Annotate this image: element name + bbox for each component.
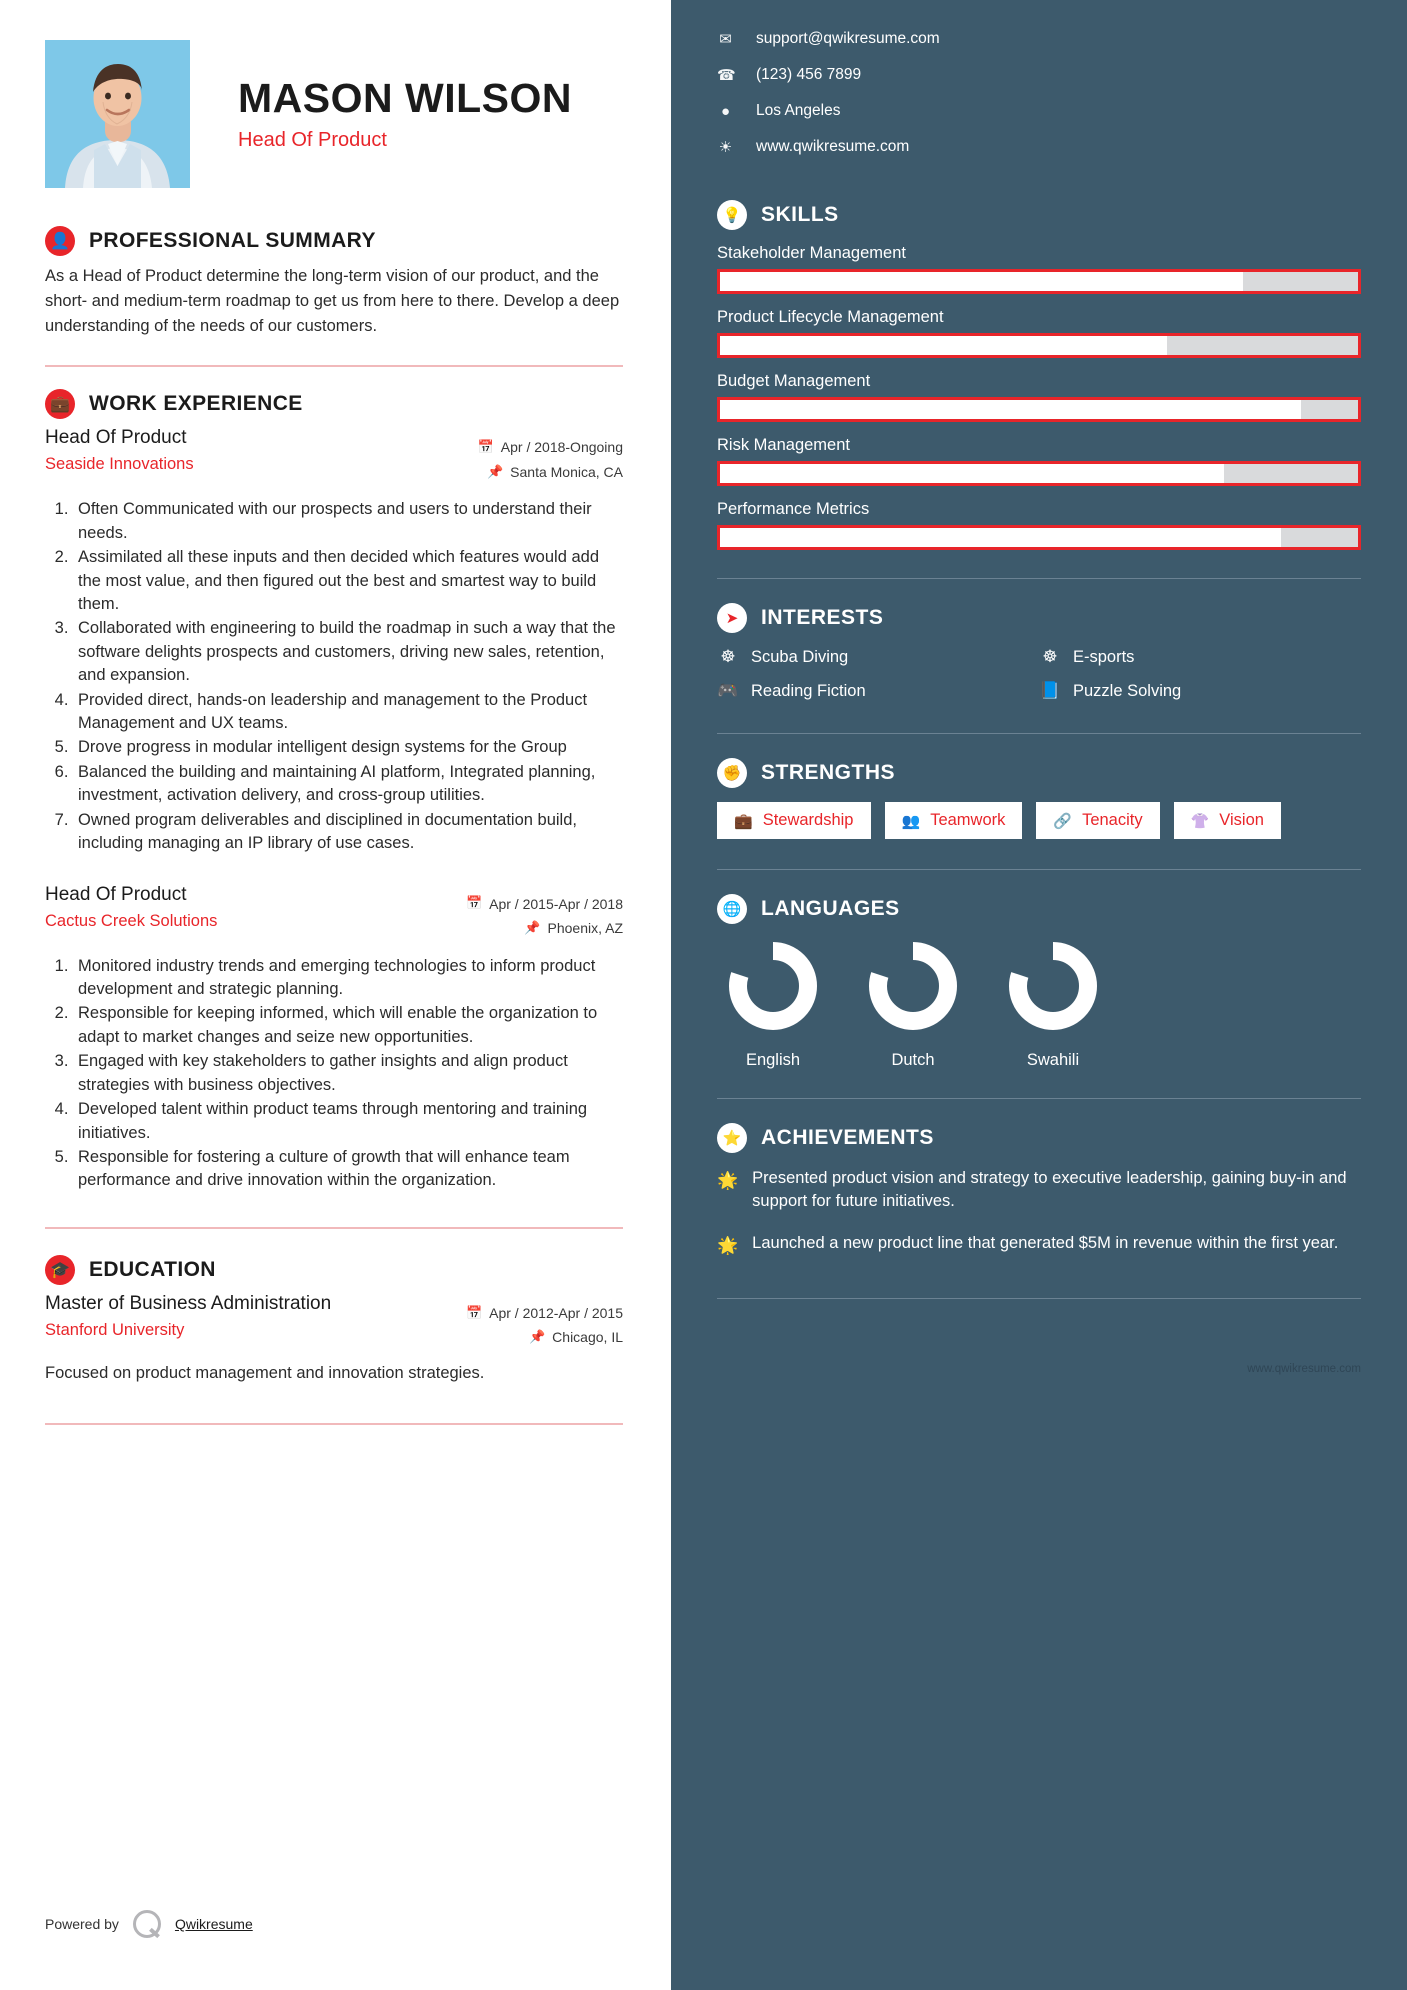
lifebuoy-icon: ☸ <box>1042 647 1058 666</box>
star-badge-icon: ⭐ <box>717 1123 747 1153</box>
book-icon: 📘 <box>1039 681 1061 700</box>
skill-bar <box>717 397 1361 422</box>
shooting-star-icon: 🌟 <box>717 1171 739 1190</box>
qwikresume-link[interactable]: Qwikresume <box>174 1916 253 1932</box>
skill-fill <box>720 528 1281 547</box>
footer <box>45 1910 253 1938</box>
interest-label: Puzzle Solving <box>1073 681 1182 700</box>
section-header-interests <box>717 603 1361 633</box>
section-title: SKILLS <box>761 203 839 226</box>
skill-bar <box>717 269 1361 294</box>
powered-by-label: Powered by <box>45 1916 119 1932</box>
job-title: Head Of Product <box>45 427 187 449</box>
resume-header <box>45 40 623 188</box>
contact-email[interactable] <box>717 30 1361 48</box>
graduation-icon: 🎓 <box>45 1255 75 1285</box>
qwikresume-logo-icon <box>133 1910 161 1938</box>
avatar <box>45 40 190 188</box>
contact-location-value: Los Angeles <box>756 102 841 119</box>
divider <box>717 1098 1361 1099</box>
skill-bar <box>717 333 1361 358</box>
interest-item <box>717 681 1039 701</box>
skill-item <box>717 500 1361 550</box>
achievement-item <box>717 1167 1361 1214</box>
strength-label: Vision <box>1219 811 1264 829</box>
divider <box>717 869 1361 870</box>
interest-item <box>1039 647 1361 667</box>
list-item: 3. Collaborated with engineering to build the roadmap in such a way that the software delights prospects and customers, driving new sales, retention, and expansion. <box>73 617 623 687</box>
education-location: Chicago, IL <box>552 1329 623 1346</box>
job-bullets <box>73 955 623 1193</box>
strength-chip <box>1174 802 1281 839</box>
achievement-text: Launched a new product line that generated $5M in revenue within the first year. <box>752 1233 1339 1252</box>
strength-chip <box>885 802 1023 839</box>
pin-icon: 📌 <box>486 463 504 479</box>
lightbulb-icon: 💡 <box>717 200 747 230</box>
education-dates: Apr / 2012-Apr / 2015 <box>489 1304 623 1321</box>
contact-phone-value: (123) 456 7899 <box>756 66 862 83</box>
language-item <box>865 938 961 1070</box>
briefcase-icon: 💼 <box>734 812 753 830</box>
divider <box>45 1423 623 1425</box>
section-header-languages <box>717 894 1361 924</box>
list-item: 1. Monitored industry trends and emerging technologies to inform product development and strategic planning. <box>73 955 623 1002</box>
binoculars-icon: 👚 <box>1190 812 1210 830</box>
skill-label: Budget Management <box>717 372 871 390</box>
education-entry <box>45 1293 623 1383</box>
fist-icon: ✊ <box>717 758 747 788</box>
briefcase-icon: 💼 <box>45 389 75 419</box>
job-meta <box>478 427 623 484</box>
strength-chip <box>1036 802 1159 839</box>
language-item <box>1005 938 1101 1070</box>
calendar-icon: 📅 <box>477 439 494 455</box>
language-item <box>725 938 821 1070</box>
achievement-item <box>717 1232 1361 1258</box>
job-dates: Apr / 2018-Ongoing <box>500 439 623 456</box>
list-item: 4. Provided direct, hands-on leadership and management to the Product Management and UX teams. <box>73 689 623 736</box>
translate-icon: 🌐 <box>717 894 747 924</box>
section-title: ACHIEVEMENTS <box>761 1126 934 1149</box>
summary-text: As a Head of Product determine the long-term vision of our product, and the short- and medium-term roadmap to get us from here to there. Develop a deep understanding of the needs of our customers. <box>45 267 620 336</box>
list-item: 6. Balanced the building and maintaining AI platform, Integrated planning, investment, activation delivery, and cross-group utilities. <box>73 761 623 808</box>
pin-icon: 📌 <box>528 1329 546 1345</box>
section-title: WORK EXPERIENCE <box>89 392 303 416</box>
languages-list <box>717 938 1361 1070</box>
job-meta <box>466 884 623 941</box>
page-title: MASON WILSON <box>238 74 572 121</box>
achievements-list <box>717 1167 1361 1258</box>
skill-bar <box>717 461 1361 486</box>
sidebar-footer-url: www.qwikresume.com <box>1247 1362 1361 1375</box>
interest-label: E-sports <box>1073 647 1135 666</box>
divider <box>45 1227 623 1229</box>
header-text <box>238 76 572 152</box>
skill-label: Product Lifecycle Management <box>717 308 944 326</box>
education-description: Focused on product management and innovation strategies. <box>45 1363 485 1382</box>
skills-list <box>717 244 1361 550</box>
pin-icon: 📌 <box>524 919 541 935</box>
list-item: 2. Responsible for keeping informed, which will enable the organization to adapt to market changes and seize new opportunities. <box>73 1002 623 1049</box>
job-company: Cactus Creek Solutions <box>45 911 218 930</box>
section-header-summary <box>45 226 623 256</box>
section-header-work <box>45 389 623 419</box>
interest-item <box>717 647 1039 667</box>
skill-item <box>717 244 1361 294</box>
section-header-strengths <box>717 758 1361 788</box>
contact-website-value: www.qwikresume.com <box>756 138 910 155</box>
contact-location <box>717 102 1361 120</box>
section-title: PROFESSIONAL SUMMARY <box>89 229 376 252</box>
list-item: 4. Developed talent within product teams through mentoring and training initiatives. <box>73 1098 623 1145</box>
strength-label: Stewardship <box>762 811 854 829</box>
skill-item <box>717 372 1361 422</box>
job-entry <box>45 884 623 1193</box>
job-company: Seaside Innovations <box>45 455 194 474</box>
language-label: English <box>745 1051 801 1069</box>
contact-website[interactable] <box>717 138 1361 156</box>
divider <box>717 578 1361 579</box>
job-bullets <box>73 498 623 855</box>
education-meta <box>466 1293 623 1350</box>
job-title: Head Of Product <box>45 883 187 905</box>
skill-bar <box>717 525 1361 550</box>
list-item: 3. Engaged with key stakeholders to gather insights and align product strategies with business objectives. <box>73 1050 623 1097</box>
section-title: EDUCATION <box>89 1257 216 1281</box>
skill-fill <box>720 336 1167 355</box>
job-location: Phoenix, AZ <box>547 920 623 937</box>
section-header-education <box>45 1255 623 1285</box>
globe-icon: ☀ <box>718 139 733 156</box>
calendar-icon: 📅 <box>465 895 483 911</box>
interest-label: Reading Fiction <box>751 681 866 700</box>
language-label: Dutch <box>891 1051 935 1069</box>
list-item: 5. Drove progress in modular intelligent design systems for the Group <box>73 736 623 759</box>
paper-plane-icon: ➤ <box>717 603 747 633</box>
gamepad-icon: 🎮 <box>717 681 739 700</box>
map-pin-icon: ● <box>720 102 731 120</box>
interest-label: Scuba Diving <box>751 647 849 666</box>
contact-block <box>717 30 1361 156</box>
contact-phone[interactable] <box>717 66 1361 84</box>
school-name: Stanford University <box>45 1320 185 1339</box>
interests-list <box>717 647 1361 715</box>
skill-label: Performance Metrics <box>717 500 870 518</box>
skill-item <box>717 308 1361 358</box>
job-role-subtitle: Head Of Product <box>238 129 387 152</box>
lifebuoy-icon: ☸ <box>720 647 736 666</box>
skill-fill <box>720 400 1301 419</box>
donut-chart-english <box>725 938 821 1034</box>
section-title: STRENGTHS <box>761 761 896 784</box>
degree-title: Master of Business Administration <box>45 1292 332 1314</box>
list-item: 2. Assimilated all these inputs and then decided which features would add the most value, and then figured out the best and smartest way to build them. <box>73 546 623 616</box>
sidebar <box>671 0 1407 1990</box>
divider <box>717 733 1361 734</box>
skill-fill <box>720 272 1243 291</box>
list-item: 1. Often Communicated with our prospects and users to understand their needs. <box>73 498 623 545</box>
section-header-achievements <box>717 1123 1361 1153</box>
link-icon: 🔗 <box>1053 812 1073 830</box>
strength-label: Tenacity <box>1082 811 1143 829</box>
strength-chip <box>717 802 871 839</box>
people-icon: 👥 <box>901 812 921 830</box>
skill-item <box>717 436 1361 486</box>
skill-label: Stakeholder Management <box>717 244 906 262</box>
job-entry <box>45 427 623 855</box>
donut-chart-dutch <box>865 938 961 1034</box>
section-title: LANGUAGES <box>761 897 900 920</box>
strength-label: Teamwork <box>930 811 1006 829</box>
section-title: INTERESTS <box>761 606 884 629</box>
phone-icon: ☎ <box>717 67 736 84</box>
skill-fill <box>720 464 1224 483</box>
interest-item <box>1039 681 1361 701</box>
calendar-icon: 📅 <box>465 1304 483 1320</box>
language-label: Swahili <box>1026 1051 1080 1069</box>
achievement-text: Presented product vision and strategy to executive leadership, gaining buy-in and support for future initiatives. <box>752 1169 1347 1211</box>
divider <box>45 365 623 367</box>
job-dates: Apr / 2015-Apr / 2018 <box>489 895 623 912</box>
main-column <box>0 0 668 1990</box>
shooting-star-icon: 🌟 <box>717 1235 739 1255</box>
section-header-skills <box>717 200 1361 230</box>
skill-label: Risk Management <box>717 436 850 454</box>
contact-email-value: support@qwikresume.com <box>756 30 940 47</box>
list-item: 7. Owned program deliverables and disciplined in documentation build, including managing an IP library of use cases. <box>73 809 623 856</box>
person-icon: 👤 <box>45 226 75 256</box>
envelope-icon: ✉ <box>719 31 732 48</box>
donut-chart-swahili <box>1005 938 1101 1034</box>
strengths-list <box>717 802 1361 839</box>
job-location: Santa Monica, CA <box>510 463 623 480</box>
list-item: 5. Responsible for fostering a culture of growth that will enhance team performance and drive innovation within the organization. <box>73 1146 623 1193</box>
